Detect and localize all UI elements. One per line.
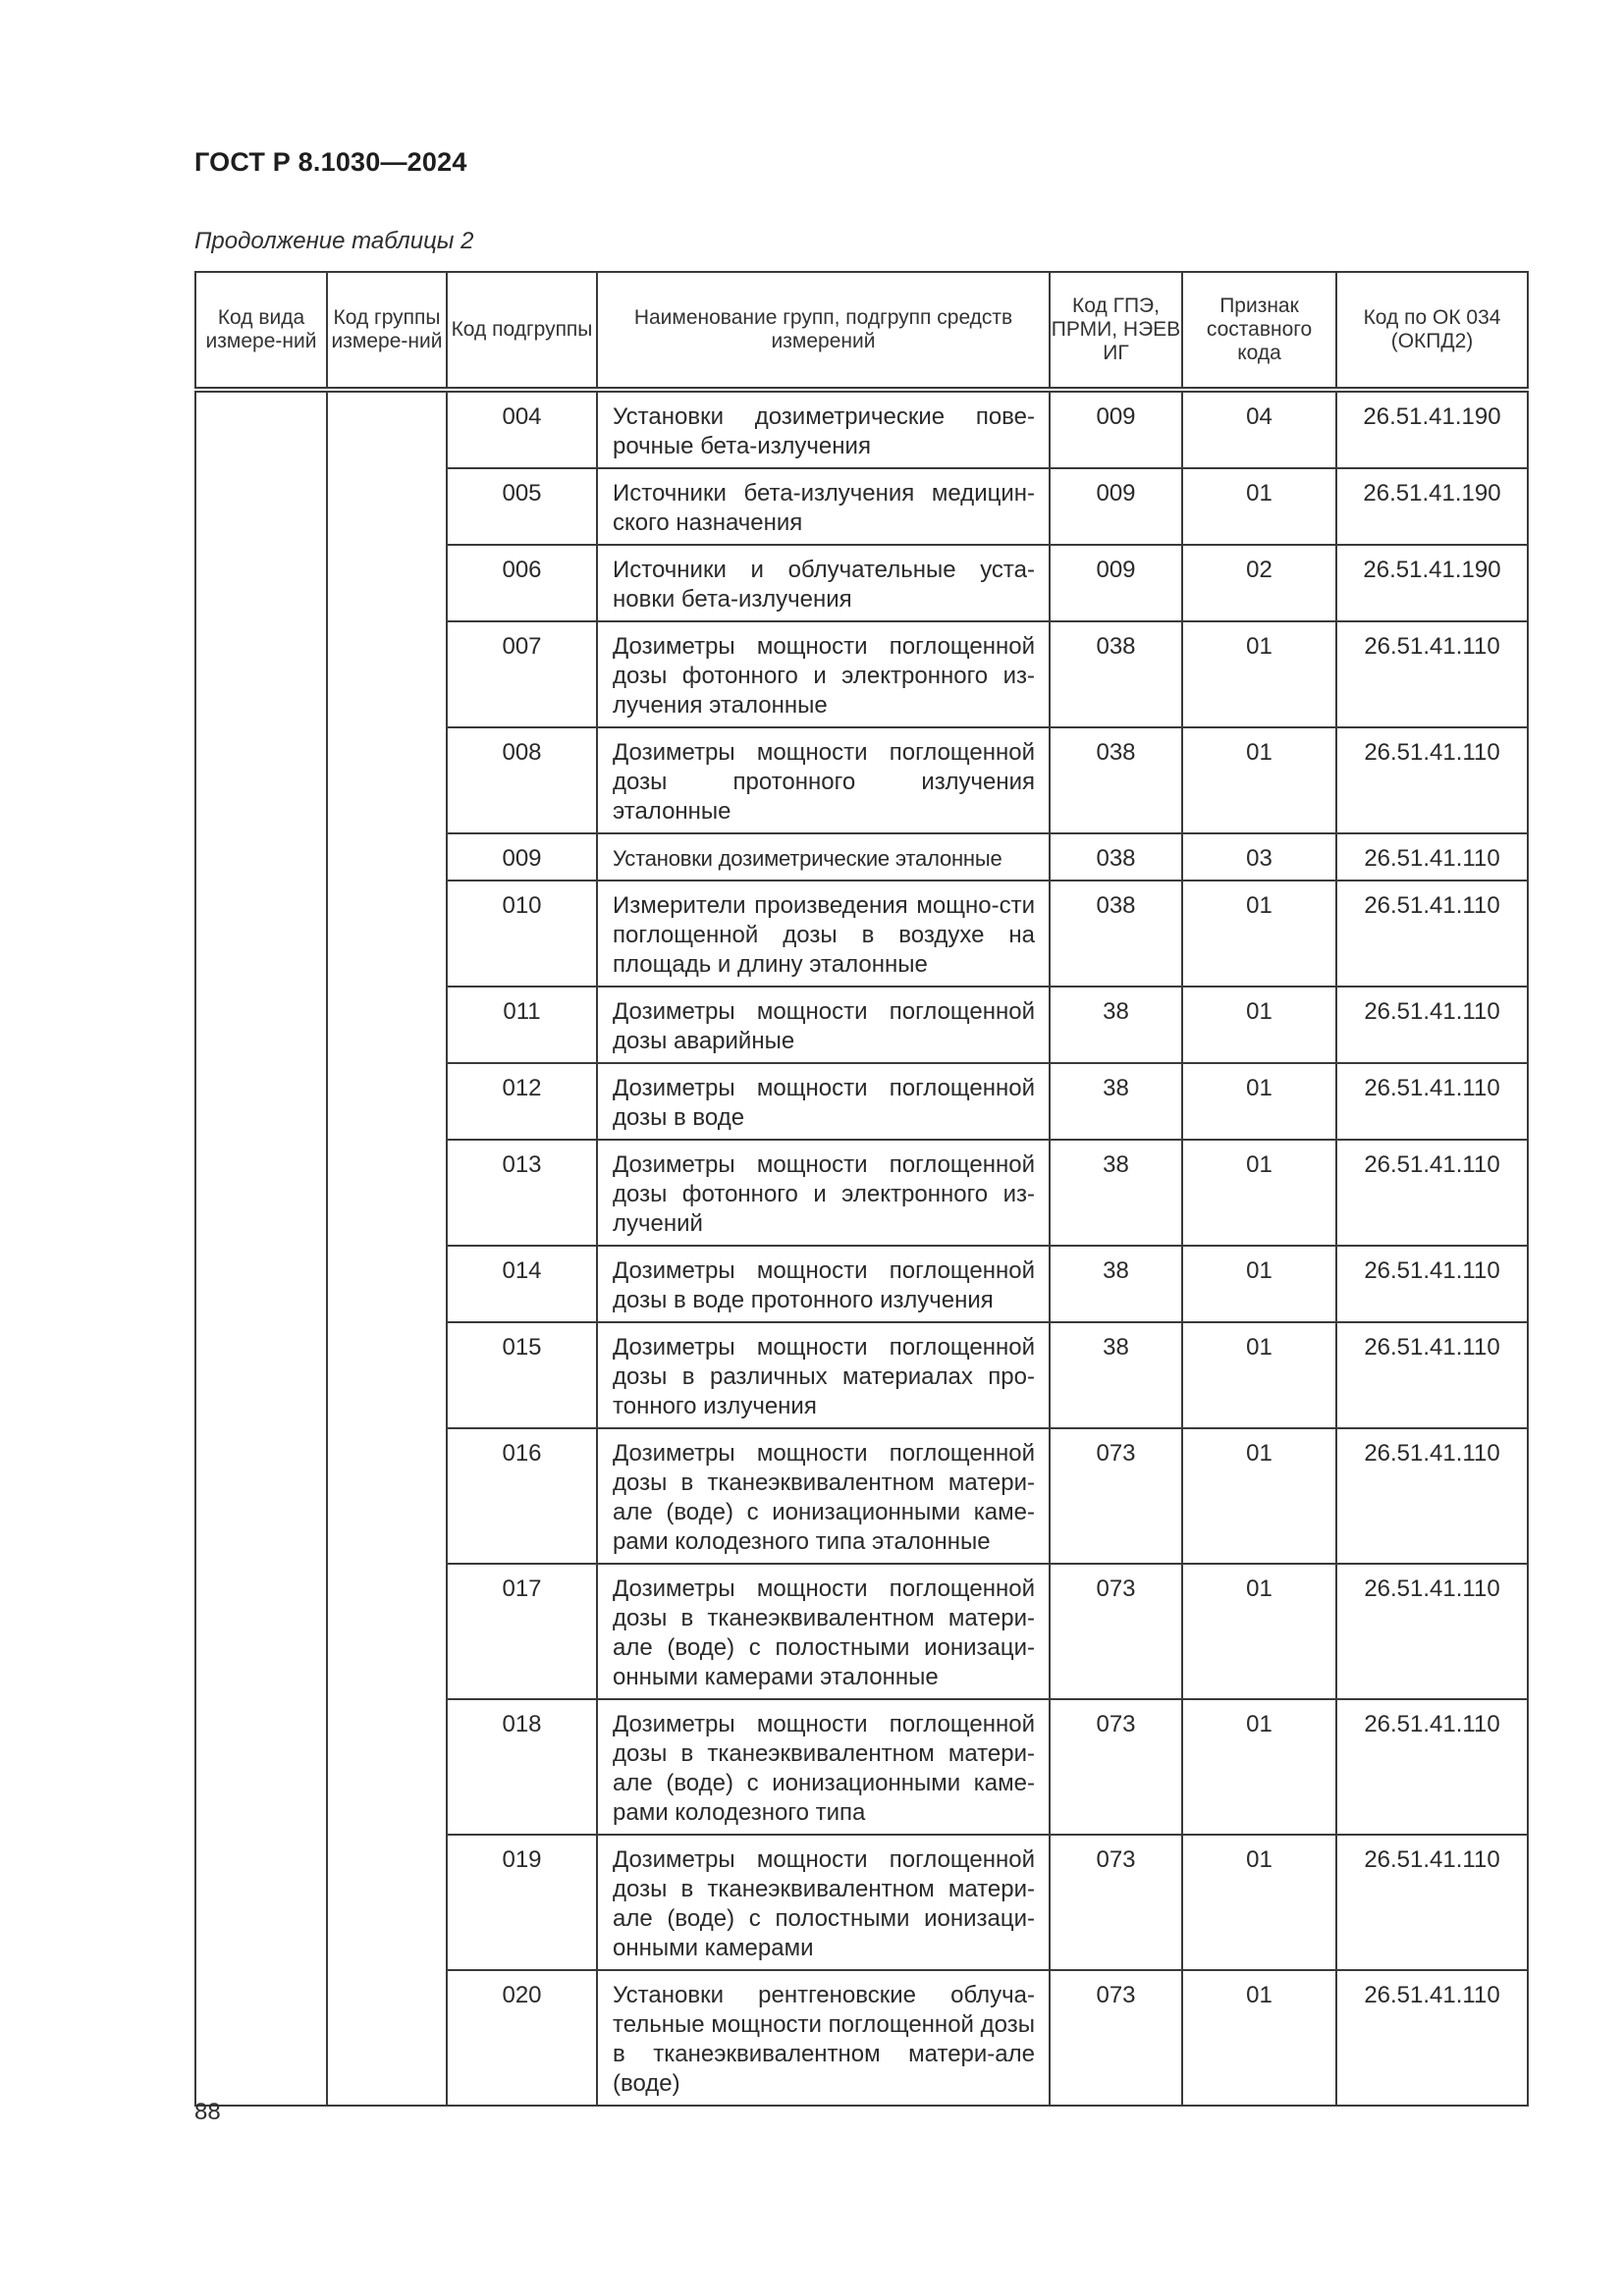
okpd2-code-cell: 26.51.41.110 bbox=[1336, 727, 1528, 833]
okpd2-code-cell: 26.51.41.110 bbox=[1336, 1699, 1528, 1835]
gpe-code-cell: 073 bbox=[1050, 1428, 1182, 1564]
composite-sign-cell: 04 bbox=[1182, 390, 1336, 468]
subgroup-code-cell: 020 bbox=[447, 1970, 597, 2106]
subgroup-code-cell: 006 bbox=[447, 545, 597, 621]
gpe-code-cell: 38 bbox=[1050, 1140, 1182, 1246]
gpe-code-cell: 38 bbox=[1050, 1246, 1182, 1322]
group-name-cell: Дозиметры мощности поглощенной дозы аварийные bbox=[597, 987, 1050, 1063]
composite-sign-cell: 01 bbox=[1182, 1246, 1336, 1322]
gpe-code-cell: 009 bbox=[1050, 545, 1182, 621]
okpd2-code-cell: 26.51.41.190 bbox=[1336, 390, 1528, 468]
gpe-code-cell: 38 bbox=[1050, 1322, 1182, 1428]
group-name-cell: Источники бета-излучения медицин-ского назначения bbox=[597, 468, 1050, 545]
composite-sign-cell: 01 bbox=[1182, 1564, 1336, 1699]
okpd2-code-cell: 26.51.41.190 bbox=[1336, 468, 1528, 545]
okpd2-code-cell: 26.51.41.110 bbox=[1336, 833, 1528, 881]
group-name-cell: Дозиметры мощности поглощенной дозы в тканеэквивалентном матери-але (воде) с полостными ионизаци-онными камерами bbox=[597, 1835, 1050, 1970]
group-name-cell: Источники и облучательные уста-новки бета-излучения bbox=[597, 545, 1050, 621]
okpd2-code-cell: 26.51.41.110 bbox=[1336, 1970, 1528, 2106]
header-measurement-type-code: Код вида измере-ний bbox=[195, 272, 327, 390]
group-name-cell: Установки рентгеновские облуча-тельные мощности поглощенной дозы в тканеэквивалентном матери-але (воде) bbox=[597, 1970, 1050, 2106]
subgroup-code-cell: 016 bbox=[447, 1428, 597, 1564]
group-name-cell: Установки дозиметрические пове-рочные бета-излучения bbox=[597, 390, 1050, 468]
subgroup-code-cell: 019 bbox=[447, 1835, 597, 1970]
subgroup-code-cell: 014 bbox=[447, 1246, 597, 1322]
group-name-cell: Дозиметры мощности поглощенной дозы в воде протонного излучения bbox=[597, 1246, 1050, 1322]
composite-sign-cell: 01 bbox=[1182, 1322, 1336, 1428]
group-name-cell: Дозиметры мощности поглощенной дозы в тканеэквивалентном матери-але (воде) с полостными ионизаци-онными камерами эталонные bbox=[597, 1564, 1050, 1699]
okpd2-code-cell: 26.51.41.110 bbox=[1336, 1246, 1528, 1322]
composite-sign-cell: 01 bbox=[1182, 1699, 1336, 1835]
subgroup-code-cell: 008 bbox=[447, 727, 597, 833]
composite-sign-cell: 02 bbox=[1182, 545, 1336, 621]
group-name-cell: Дозиметры мощности поглощенной дозы в различных материалах про-тонного излучения bbox=[597, 1322, 1050, 1428]
composite-sign-cell: 01 bbox=[1182, 1835, 1336, 1970]
okpd2-code-cell: 26.51.41.110 bbox=[1336, 987, 1528, 1063]
subgroup-code-cell: 011 bbox=[447, 987, 597, 1063]
gpe-code-cell: 073 bbox=[1050, 1699, 1182, 1835]
group-name-cell: Дозиметры мощности поглощенной дозы фотонного и электронного из-лучений bbox=[597, 1140, 1050, 1246]
header-composite-sign: Признак составного кода bbox=[1182, 272, 1336, 390]
table-row bbox=[195, 390, 1528, 468]
header-measurement-group-code: Код группы измере-ний bbox=[327, 272, 447, 390]
subgroup-code-cell: 015 bbox=[447, 1322, 597, 1428]
header-subgroup-code: Код подгруппы bbox=[447, 272, 597, 390]
header-okpd2-code: Код по ОК 034 (ОКПД2) bbox=[1336, 272, 1528, 390]
gpe-code-cell: 009 bbox=[1050, 390, 1182, 468]
subgroup-code-cell: 010 bbox=[447, 881, 597, 987]
okpd2-code-cell: 26.51.41.110 bbox=[1336, 1140, 1528, 1246]
page-number: 88 bbox=[194, 2099, 221, 2125]
measurement-type-code-cell bbox=[195, 390, 327, 2106]
group-name-cell: Дозиметры мощности поглощенной дозы протонного излучения эталонные bbox=[597, 727, 1050, 833]
subgroup-code-cell: 005 bbox=[447, 468, 597, 545]
subgroup-code-cell: 004 bbox=[447, 390, 597, 468]
group-name-cell: Дозиметры мощности поглощенной дозы в тканеэквивалентном матери-але (воде) с ионизационными каме-рами колодезного типа эталонные bbox=[597, 1428, 1050, 1564]
header-group-name: Наименование групп, подгрупп средств измерений bbox=[597, 272, 1050, 390]
okpd2-code-cell: 26.51.41.190 bbox=[1336, 545, 1528, 621]
gpe-code-cell: 038 bbox=[1050, 727, 1182, 833]
subgroup-code-cell: 013 bbox=[447, 1140, 597, 1246]
header-gpe-code: Код ГПЭ, ПРМИ, НЭЕВ ИГ bbox=[1050, 272, 1182, 390]
gpe-code-cell: 38 bbox=[1050, 987, 1182, 1063]
table-header bbox=[195, 272, 1528, 390]
subgroup-code-cell: 018 bbox=[447, 1699, 597, 1835]
gpe-code-cell: 38 bbox=[1050, 1063, 1182, 1140]
okpd2-code-cell: 26.51.41.110 bbox=[1336, 1428, 1528, 1564]
group-name-cell: Установки дозиметрические эталонные bbox=[597, 833, 1050, 881]
okpd2-code-cell: 26.51.41.110 bbox=[1336, 621, 1528, 727]
subgroup-code-cell: 009 bbox=[447, 833, 597, 881]
composite-sign-cell: 01 bbox=[1182, 1428, 1336, 1564]
header-row bbox=[195, 272, 1528, 390]
subgroup-code-cell: 017 bbox=[447, 1564, 597, 1699]
group-name-cell: Дозиметры мощности поглощенной дозы в тканеэквивалентном матери-але (воде) с ионизационными каме-рами колодезного типа bbox=[597, 1699, 1050, 1835]
gpe-code-cell: 038 bbox=[1050, 833, 1182, 881]
table-body bbox=[195, 390, 1528, 2106]
group-name-cell: Дозиметры мощности поглощенной дозы в воде bbox=[597, 1063, 1050, 1140]
document-title: ГОСТ Р 8.1030—2024 bbox=[194, 147, 467, 177]
composite-sign-cell: 01 bbox=[1182, 727, 1336, 833]
composite-sign-cell: 01 bbox=[1182, 1140, 1336, 1246]
composite-sign-cell: 01 bbox=[1182, 468, 1336, 545]
composite-sign-cell: 01 bbox=[1182, 621, 1336, 727]
okpd2-code-cell: 26.51.41.110 bbox=[1336, 1564, 1528, 1699]
measurement-group-code-cell bbox=[327, 390, 447, 2106]
group-name-cell: Дозиметры мощности поглощенной дозы фотонного и электронного из-лучения эталонные bbox=[597, 621, 1050, 727]
okpd2-code-cell: 26.51.41.110 bbox=[1336, 881, 1528, 987]
composite-sign-cell: 01 bbox=[1182, 987, 1336, 1063]
table-caption: Продолжение таблицы 2 bbox=[194, 228, 474, 254]
composite-sign-cell: 01 bbox=[1182, 881, 1336, 987]
composite-sign-cell: 01 bbox=[1182, 1063, 1336, 1140]
composite-sign-cell: 03 bbox=[1182, 833, 1336, 881]
okpd2-code-cell: 26.51.41.110 bbox=[1336, 1063, 1528, 1140]
okpd2-code-cell: 26.51.41.110 bbox=[1336, 1322, 1528, 1428]
gpe-code-cell: 073 bbox=[1050, 1835, 1182, 1970]
gpe-code-cell: 038 bbox=[1050, 621, 1182, 727]
gpe-code-cell: 073 bbox=[1050, 1564, 1182, 1699]
classification-table bbox=[194, 271, 1529, 2107]
subgroup-code-cell: 007 bbox=[447, 621, 597, 727]
group-name-cell: Измерители произведения мощно-сти поглощенной дозы в воздухе на площадь и длину эталонные bbox=[597, 881, 1050, 987]
composite-sign-cell: 01 bbox=[1182, 1970, 1336, 2106]
subgroup-code-cell: 012 bbox=[447, 1063, 597, 1140]
gpe-code-cell: 009 bbox=[1050, 468, 1182, 545]
gpe-code-cell: 038 bbox=[1050, 881, 1182, 987]
okpd2-code-cell: 26.51.41.110 bbox=[1336, 1835, 1528, 1970]
gpe-code-cell: 073 bbox=[1050, 1970, 1182, 2106]
